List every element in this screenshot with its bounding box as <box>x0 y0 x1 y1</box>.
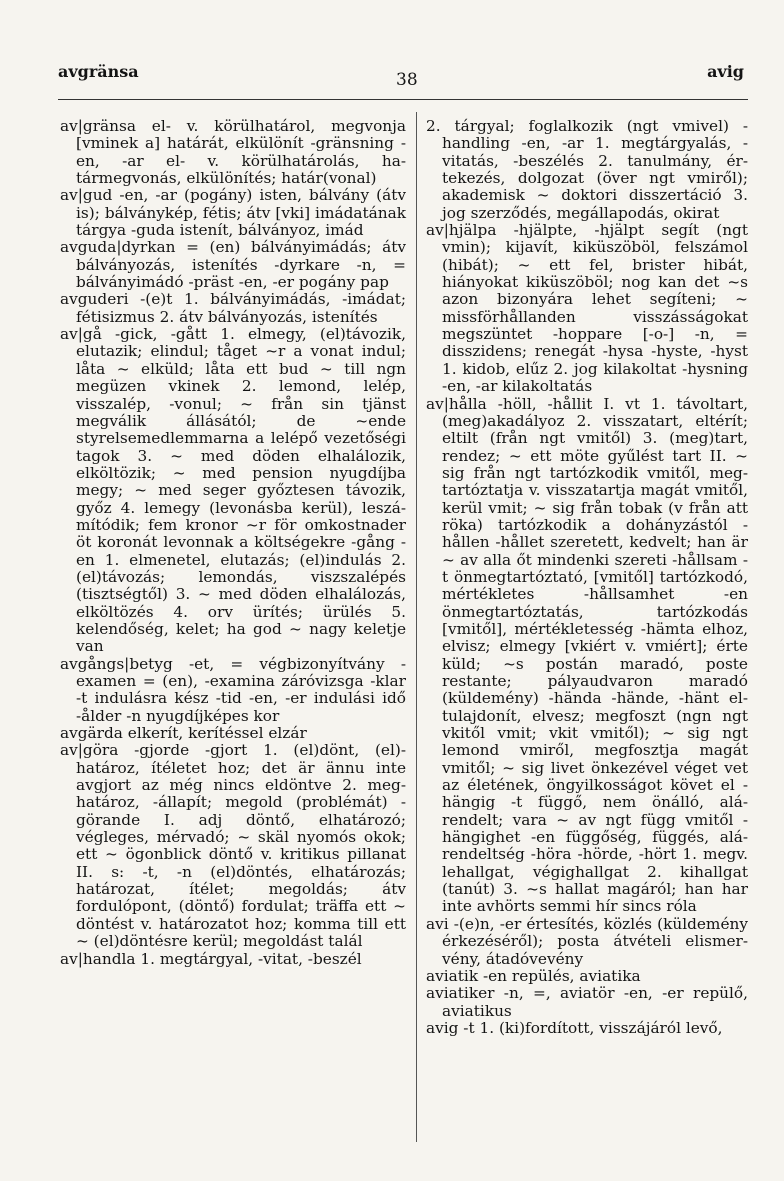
entry: avgångs|betyg -et, = végbizonyítvány -examen = (en), -examina záróvizsga -klar -t indulásra kész -tid -en, -er indulási idő -ålder -n nyugdíjképes kor <box>60 654 406 725</box>
entry: av|hålla -höll, -hållit I. vt 1. távoltart, (meg)akadályoz 2. visszatart, eltérít; eltilt (från ngt vmitől) 3. (meg)tart, rendez; ~ ett möte gyűlést tart II. ~ sig från ngt tartózkodik vmitől, megtartóztatja v. visszatartja magát vmitől, kerül vmit; ~ sig från tobak (v från att röka) tartózkodik a dohányzástól -hållen -hållet szeretett, kedvelt; han är ~ av alla őt mindenki szereti -hållsam -t önmegtartóztató, [vmitől] tartózkodó, mértékletes -hållsamhet -en önmegtartóztatás, tartózkodás [vmitől], mértékletesség -hämta elhoz, elvisz; elmegy [vkiért v. vmiért]; érte küld; ~s postán maradó, poste restante; pályaudvaron maradó (küldemény) -hända -hände, -hänt eltulajdonít, elvesz; megfoszt (ngn ngt vkitől vmit; vkit vmitől); ~ sig ngt lemond vmiről, megfosztja magát vmitől; ~ sig livet önkezével véget vet az életének, öngyilkosságot követ el -hängig -t függő, nem önálló, alárendelt; vara ~ av ngt függ vmitől -hängighet -en függőség, függés, alárendeltség -höra -hörde, -hört 1. megv. lehallgat, végighallgat 2. kihallgat (tanút) 3. ~s hallat magáról; han har inte avhörts semmi hír sincs róla <box>426 394 748 916</box>
entry: avguda|dyrkan = (en) bálványimádás; átv bálványozás, istenítés -dyrkare -n, = bálványimádó -präst -en, -er pogány pap <box>60 238 406 292</box>
page-number: 38 <box>396 70 418 90</box>
guide-word-left: avgränsa <box>58 62 139 81</box>
entry: av|gud -en, -ar (pogány) isten, bálvány (átv is); bálványkép, fétis; átv [vki] imádatának tárgya -guda istenít, bálványoz, imád <box>60 186 406 240</box>
left-column <box>60 118 406 968</box>
entry: av|gränsa el- v. körülhatárol, megvonja [vminek a] határát, elkülönít -gränsning -en, -ar el- v. körülhatárolás, határmegvonás, elkülönítés; határ(vonal) <box>60 117 406 188</box>
entry: av|gå -gick, -gått 1. elmegy, (el)távozik, elutazik; elindul; tåget ~r a vonat indul; låta ~ elküld; låta ett bud ~ till ngn megüzen vkinek 2. lemond, lelép, visszalép, -vonul; ~ från sin tjänst megválik állásától; de ~ende styrelsemedlemmarna a lelépő vezetőségi tagok 3. ~ med döden elhalálozik, elköltözik; ~ med pension nyugdíjba megy; ~ med seger győztesen távozik, győz 4. lemegy (levonásba kerül), leszámítódik; fem kronor ~r för omkostnader öt koronát levonnak a költségekre -gång -en 1. elmenetel, elutazás; (el)indulás 2. (el)távozás; lemondás, viszszalépés (tisztségtől) 3. ~ med döden elhalálozás, elköltözés 4. orv ürítés; ürülés 5. kelendőség, kelet; ha god ~ nagy keletje van <box>60 325 406 656</box>
right-column <box>426 118 748 1037</box>
entry: av|göra -gjorde -gjort 1. (el)dönt, (el)határoz, ítéletet hoz; det är ännu inte avgjort az még nincs eldöntve 2. meghatároz, -állapít; megold (problémát) -görande I. adj döntő, elhatározó; végleges, mérvadó; ~ skäl nyomós okok; ett ~ ögonblick döntő v. kritikus pillanat II. s: -t, -n (el)döntés, elhatározás; határozat, ítélet; megoldás; átv fordulópont, (döntő) fordulat; träffa ett ~ döntést v. határozatot hoz; komma till ett ~ (el)döntésre kerül; megoldást talál <box>60 741 406 951</box>
entry: aviatik -en repülés, aviatika <box>426 966 641 985</box>
entry: avguderi -(e)t 1. bálványimádás, -imádat; fétisizmus 2. átv bálványozás, istenítés <box>60 290 406 326</box>
entry: avgärda elkerít, kerítéssel elzár <box>60 724 307 743</box>
header-rule <box>58 99 748 100</box>
column-divider <box>416 112 417 1142</box>
guide-word-right: avig <box>707 62 744 81</box>
entry: av|hjälpa -hjälpte, -hjälpt segít (ngt vmin); kijavít, kiküszöböl, felszámol (hibát); ~ ett fel, brister hibát, hiányokat kiküszöböl; nog kan det ~s azon bizonyára lehet segíteni; ~ missförhållanden visszásságokat megszüntet -hoppare [-o-] -n, = disszidens; renegát -hysa -hyste, -hyst 1. kidob, elűz 2. jog kilakoltat -hysning -en, -ar kilakoltatás <box>426 221 748 396</box>
entry: aviatiker -n, =, aviatör -en, -er repülő, aviatikus <box>426 984 748 1020</box>
entry: av|handla 1. megtárgyal, -vitat, -beszél <box>60 949 362 968</box>
entry: 2. tárgyal; foglalkozik (ngt vmivel) -handling -en, -ar 1. megtárgyalás, -vitatás, -beszélés 2. tanulmány, értekezés, dolgozat (över ngt vmiről); akademisk ~ doktori disszertáció 3. jog szerződés, megállapodás, okirat <box>426 117 748 222</box>
entry: avi -(e)n, -er értesítés, közlés (küldemény érkezéséről); posta átvételi elismervény, átadóvevény <box>426 914 748 968</box>
entry: avig -t 1. (ki)fordított, visszájáról levő, <box>426 1018 723 1037</box>
